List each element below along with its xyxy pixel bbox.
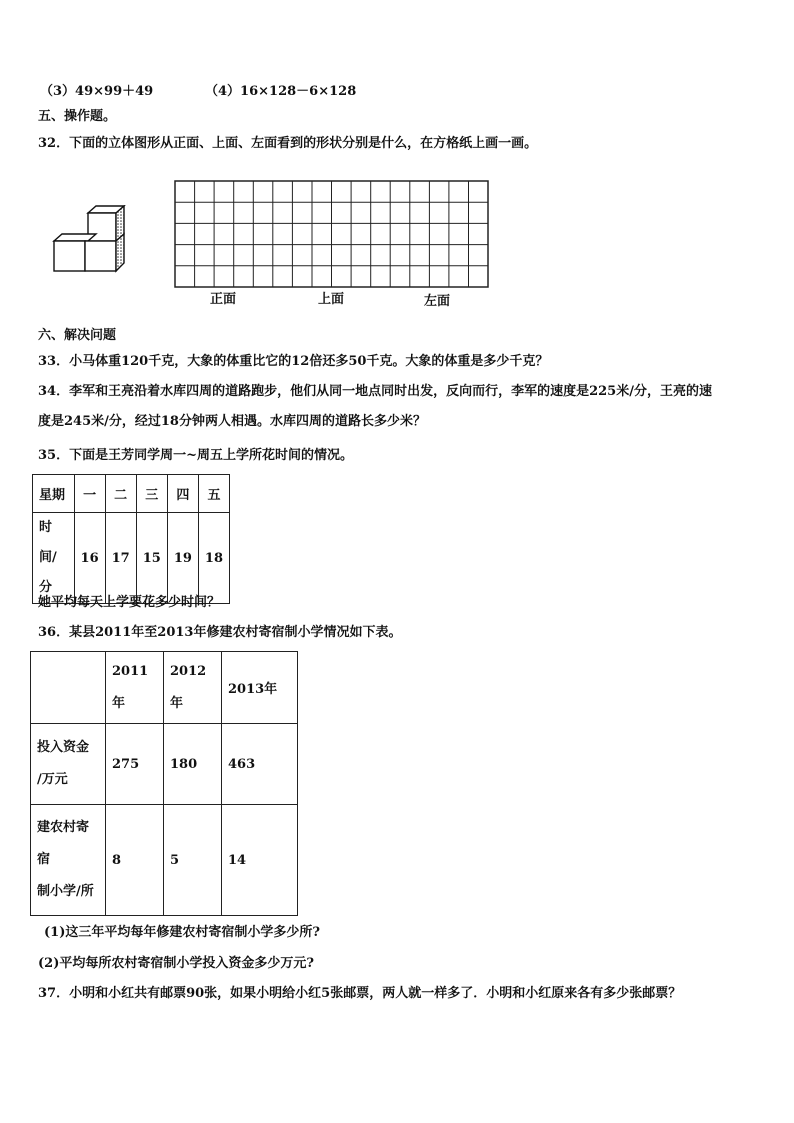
row-label-line: 投入资金: [37, 740, 90, 755]
cube-figure: [48, 205, 128, 285]
grid-label-left: 左面: [424, 294, 451, 309]
table-row: [33, 475, 230, 513]
table-rural-schools: [30, 651, 298, 916]
table-row-label: [33, 513, 75, 604]
row-label-line: 制小学/所: [37, 884, 94, 899]
question-35-ask: 她平均每天上学要花多少时间？: [38, 595, 221, 610]
table-value-cell: 18: [198, 513, 229, 604]
table-year-cell: 2013年: [222, 652, 298, 724]
table-row-label: [31, 724, 106, 805]
grid-label-top: 上面: [318, 292, 345, 307]
table-row: [31, 724, 298, 805]
table-header-label: 星期: [33, 475, 75, 513]
grid-paper[interactable]: [174, 180, 490, 290]
table-value-cell: 180: [164, 724, 222, 805]
expression-4: （4）16×128－6×128: [205, 84, 357, 99]
table-value-cell: 19: [167, 513, 198, 604]
table-value-cell: 463: [222, 724, 298, 805]
question-34-line1: 34．李军和王亮沿着水库四周的道路跑步，他们从同一地点同时出发，反向而行，李军的速度是225米/分，王亮的速: [38, 384, 712, 399]
table-day-cell: 三: [136, 475, 167, 513]
table-year-cell: [106, 652, 164, 724]
table-year-cell: [164, 652, 222, 724]
table-value-cell: 14: [222, 805, 298, 916]
year-line: 年: [170, 695, 184, 711]
cube-figure-svg: [48, 205, 128, 285]
row-label-line: 建农村寄: [37, 820, 90, 835]
table-commute-time: [32, 474, 230, 604]
question-35: 35．下面是王芳同学周一~周五上学所花时间的情况。: [38, 448, 353, 463]
row-label-line: 时间/: [39, 520, 57, 565]
table-value-cell: 8: [106, 805, 164, 916]
question-32: 32．下面的立体图形从正面、上面、左面看到的形状分别是什么，在方格纸上画一画。: [38, 136, 538, 151]
row-label-line: 分: [39, 580, 53, 595]
section-heading-5: 五、操作题。: [38, 109, 117, 124]
grid-paper-svg: [174, 180, 490, 290]
question-37: 37．小明和小红共有邮票90张，如果小明给小红5张邮票，两人就一样多了．小明和小红原来各有多少张邮票？: [38, 986, 682, 1001]
row-label-line: /万元: [37, 772, 68, 787]
question-36-sub1: (1)这三年平均每年修建农村寄宿制小学多少所?: [44, 925, 320, 940]
expression-3: （3）49×99＋49: [40, 84, 154, 99]
table-value-cell: 275: [106, 724, 164, 805]
table-day-cell: 五: [198, 475, 229, 513]
table-row: [31, 805, 298, 916]
row-label-line: 宿: [37, 852, 51, 867]
grid-label-front: 正面: [210, 292, 237, 307]
table-row: [31, 652, 298, 724]
table-value-cell: 17: [105, 513, 136, 604]
table-day-cell: 一: [74, 475, 105, 513]
section-heading-6: 六、解决问题: [38, 328, 117, 343]
question-36: 36．某县2011年至2013年修建农村寄宿制小学情况如下表。: [38, 625, 402, 640]
year-line: 2012: [170, 663, 207, 679]
year-line: 年: [112, 695, 126, 711]
table-corner-cell: [31, 652, 106, 724]
table-day-cell: 四: [167, 475, 198, 513]
table-value-cell: 16: [74, 513, 105, 604]
table-day-cell: 二: [105, 475, 136, 513]
table-row-label: [31, 805, 106, 916]
year-line: 2011: [112, 663, 149, 679]
question-34-line2: 度是245米/分，经过18分钟两人相遇。水库四周的道路长多少米？: [38, 414, 426, 429]
question-36-sub2: (2)平均每所农村寄宿制小学投入资金多少万元?: [38, 956, 314, 971]
table-row: [33, 513, 230, 604]
question-33: 33．小马体重120千克，大象的体重比它的12倍还多50千克。大象的体重是多少千克？: [38, 354, 549, 369]
table-value-cell: 5: [164, 805, 222, 916]
table-value-cell: 15: [136, 513, 167, 604]
